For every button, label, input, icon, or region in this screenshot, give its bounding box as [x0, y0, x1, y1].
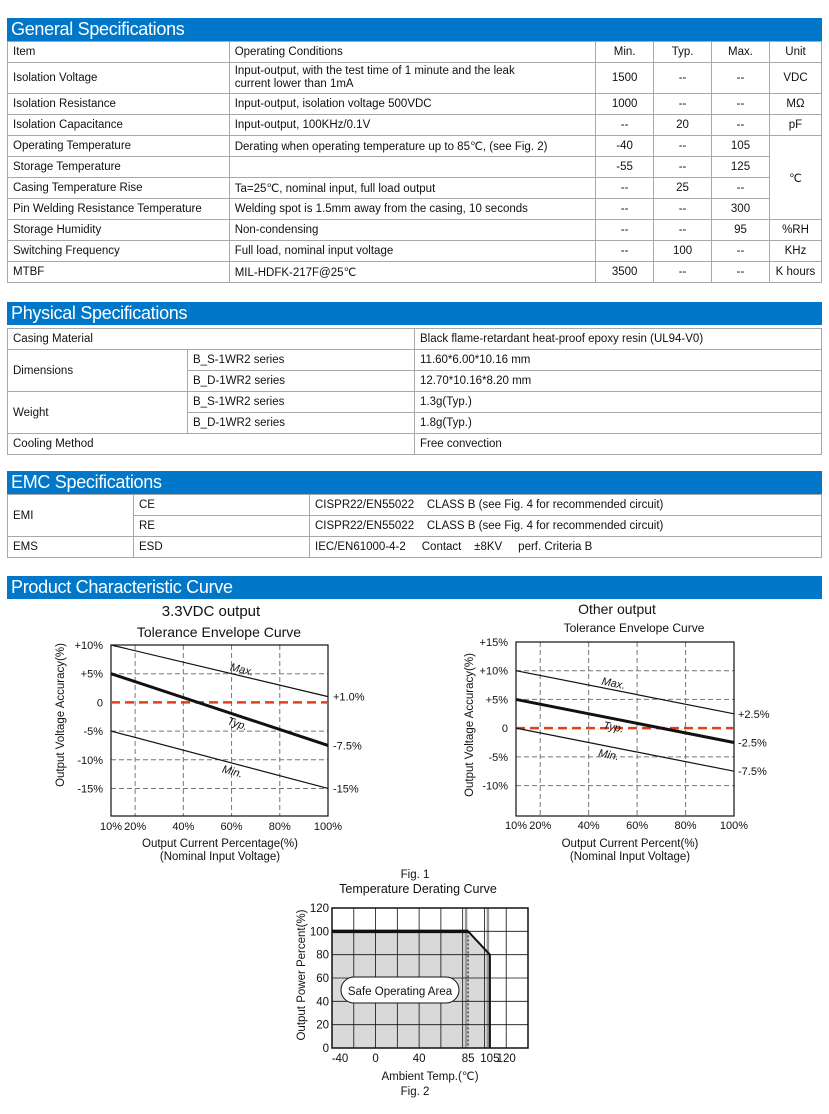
x-tick-label: 105	[480, 1053, 500, 1065]
value: 1.3g(Typ.)	[415, 392, 822, 413]
header-item: Item	[8, 42, 230, 63]
item: Isolation Resistance	[8, 94, 230, 115]
value: 1.8g(Typ.)	[415, 413, 822, 434]
unit: KHz	[769, 241, 821, 262]
x-tick-label: -40	[331, 1053, 349, 1065]
value: 11.60*6.00*10.16 mm	[415, 350, 822, 371]
header-min: Min.	[596, 42, 654, 63]
unit: %RH	[769, 220, 821, 241]
min: --	[596, 178, 654, 199]
x-tick-label: 20%	[124, 821, 147, 833]
series-label: Min.	[220, 763, 244, 781]
header-typ: Typ.	[654, 42, 712, 63]
max: 300	[712, 199, 770, 220]
item: Storage Temperature	[8, 157, 230, 178]
y-tick-label: +5%	[80, 668, 103, 681]
header-conditions: Operating Conditions	[229, 42, 595, 63]
end-value-label: -2.5%	[738, 737, 767, 750]
min: -40	[596, 136, 654, 157]
x-axis-label: Ambient Temp.(℃)	[381, 1071, 479, 1083]
condition: Ta=25℃, nominal input, full load output	[229, 178, 595, 199]
condition: Full load, nominal input voltage	[229, 241, 595, 262]
typ: 20	[654, 115, 712, 136]
unit: VDC	[769, 63, 821, 94]
series-line-max	[111, 645, 328, 697]
max: --	[712, 178, 770, 199]
x-tick-label: 85	[461, 1053, 475, 1065]
x-tick-label: 60%	[220, 821, 243, 833]
y-tick-label: 40	[316, 996, 329, 1009]
header-unit: Unit	[769, 42, 821, 63]
header-max: Max.	[712, 42, 770, 63]
casing-value: Black flame-retardant heat-proof epoxy resin (UL94-V0)	[415, 329, 822, 350]
typ: --	[654, 262, 712, 283]
item: Isolation Capacitance	[8, 115, 230, 136]
end-value-label: +1.0%	[333, 691, 365, 704]
y-tick-label: -10%	[482, 780, 508, 793]
item: Storage Humidity	[8, 220, 230, 241]
section-title: Physical Specifications	[7, 302, 822, 325]
typ: --	[654, 94, 712, 115]
chart-subtitle: Tolerance Envelope Curve	[136, 624, 302, 640]
min: --	[596, 220, 654, 241]
x-tick-label: 60%	[626, 820, 649, 832]
typ: 100	[654, 241, 712, 262]
end-value-label: -7.5%	[333, 740, 362, 753]
x-tick-label: 100%	[313, 821, 343, 833]
series-line-typ	[111, 674, 328, 746]
standard: CISPR22/EN55022 CLASS B (see Fig. 4 for recommended circuit)	[310, 516, 822, 537]
x-axis-sublabel: (Nominal Input Voltage)	[159, 851, 281, 863]
max: 95	[712, 220, 770, 241]
type: ESD	[134, 537, 310, 558]
typ: 25	[654, 178, 712, 199]
unit: ℃	[769, 136, 821, 220]
x-tick-label: 120	[496, 1053, 516, 1065]
item: Isolation Voltage	[8, 63, 230, 94]
dimensions-label: Dimensions	[8, 350, 188, 392]
standard: CISPR22/EN55022 CLASS B (see Fig. 4 for recommended circuit)	[310, 495, 822, 516]
unit: K hours	[769, 262, 821, 283]
y-tick-label: 60	[316, 973, 329, 985]
condition: Derating when operating temperature up to 85℃, (see Fig. 2)	[229, 136, 595, 157]
y-tick-label: +10%	[74, 640, 103, 652]
chart-title: 3.3VDC output	[161, 603, 261, 620]
y-axis-label: Output Power Percent(%)	[296, 909, 308, 1041]
typ: --	[654, 63, 712, 94]
series-label: Max.	[228, 661, 255, 679]
min: --	[596, 115, 654, 136]
end-value-label: -7.5%	[738, 766, 767, 779]
min: --	[596, 241, 654, 262]
max: --	[712, 115, 770, 136]
standard: IEC/EN61000-4-2 Contact ±8KV perf. Criteria B	[310, 537, 822, 558]
y-tick-label: -5%	[83, 726, 103, 739]
x-tick-label: 80%	[268, 821, 291, 833]
section-title: EMC Specifications	[7, 471, 822, 494]
emi-label: EMI	[8, 495, 134, 537]
condition: Welding spot is 1.5mm away from the casing, 10 seconds	[229, 199, 595, 220]
y-tick-label: -15%	[77, 783, 103, 796]
x-tick-label: 100%	[719, 820, 749, 832]
item: MTBF	[8, 262, 230, 283]
end-value-label: -15%	[333, 783, 359, 796]
y-tick-label: +15%	[479, 637, 508, 649]
x-tick-label: 20%	[529, 820, 552, 832]
y-tick-label: 120	[309, 903, 329, 915]
max: --	[712, 94, 770, 115]
condition: MIL-HDFK-217F@25℃	[229, 262, 595, 283]
x-axis-label: Output Current Percentage(%)	[142, 838, 298, 850]
item: Casing Temperature Rise	[8, 178, 230, 199]
condition-line: Input-output, with the test time of 1 minute and the leak	[234, 65, 515, 77]
series-label: Max.	[600, 675, 627, 693]
series: B_S-1WR2 series	[188, 392, 415, 413]
x-tick-label: 40%	[172, 821, 195, 833]
chart-title: Temperature Derating Curve	[339, 882, 497, 896]
x-tick-label: 40%	[577, 820, 600, 832]
typ: --	[654, 136, 712, 157]
min: -55	[596, 157, 654, 178]
y-tick-label: +10%	[479, 665, 508, 678]
y-tick-label: 20	[316, 1019, 329, 1032]
series-label: Typ.	[602, 719, 625, 736]
item: Switching Frequency	[8, 241, 230, 262]
y-axis-label: Output Voltage Accuracy(%)	[464, 653, 476, 797]
y-tick-label: 100	[309, 926, 329, 939]
condition: Non-condensing	[229, 220, 595, 241]
figure-caption: Fig. 2	[400, 1086, 430, 1098]
y-tick-label: -10%	[77, 754, 103, 767]
series: B_D-1WR2 series	[188, 413, 415, 434]
min: 3500	[596, 262, 654, 283]
typ: --	[654, 199, 712, 220]
section-title: General Specifications	[7, 18, 822, 41]
figure-caption: Fig. 1	[400, 869, 430, 881]
chart-title: Other output	[578, 601, 656, 617]
max: --	[712, 241, 770, 262]
x-tick-label: 40	[412, 1053, 426, 1065]
type: RE	[134, 516, 310, 537]
cooling-value: Free convection	[415, 434, 822, 455]
weight-label: Weight	[8, 392, 188, 434]
x-axis-sublabel: (Nominal Input Voltage)	[569, 851, 691, 863]
series: B_S-1WR2 series	[188, 350, 415, 371]
y-tick-label: 0	[501, 723, 508, 736]
x-axis-label: Output Current Percent(%)	[561, 838, 699, 850]
value: 12.70*10.16*8.20 mm	[415, 371, 822, 392]
section-title: Product Characteristic Curve	[7, 576, 822, 599]
cooling-label: Cooling Method	[8, 434, 415, 455]
y-tick-label: +5%	[485, 694, 508, 707]
y-tick-label: 80	[316, 949, 329, 962]
type: CE	[134, 495, 310, 516]
x-tick-label: 10%	[504, 820, 528, 832]
series-label: Min.	[597, 747, 620, 764]
x-tick-label: 10%	[99, 821, 123, 833]
x-tick-label: 0	[372, 1053, 379, 1065]
y-tick-label: -5%	[488, 751, 508, 764]
min: 1000	[596, 94, 654, 115]
chart-subtitle: Tolerance Envelope Curve	[563, 621, 705, 635]
item: Pin Welding Resistance Temperature	[8, 199, 230, 220]
item: Operating Temperature	[8, 136, 230, 157]
end-value-label: +2.5%	[738, 708, 770, 721]
max: 125	[712, 157, 770, 178]
max: 105	[712, 136, 770, 157]
series: B_D-1WR2 series	[188, 371, 415, 392]
series-line-typ	[516, 699, 734, 742]
series-label: Typ.	[225, 715, 249, 734]
max: --	[712, 63, 770, 94]
typ: --	[654, 220, 712, 241]
ems-label: EMS	[8, 537, 134, 558]
y-tick-label: 0	[96, 697, 103, 710]
condition: Input-output, isolation voltage 500VDC	[229, 94, 595, 115]
min: 1500	[596, 63, 654, 94]
annotation-label: Safe Operating Area	[347, 986, 453, 998]
condition: Input-output, 100KHz/0.1V	[229, 115, 595, 136]
min: --	[596, 199, 654, 220]
y-tick-label: 0	[322, 1043, 329, 1055]
y-axis-label: Output Voltage Accuracy(%)	[55, 643, 67, 787]
max: --	[712, 262, 770, 283]
casing-label: Casing Material	[8, 329, 415, 350]
condition-line: current lower than 1mA	[234, 78, 354, 90]
unit: pF	[769, 115, 821, 136]
x-tick-label: 80%	[674, 820, 697, 832]
unit: MΩ	[769, 94, 821, 115]
typ: --	[654, 157, 712, 178]
